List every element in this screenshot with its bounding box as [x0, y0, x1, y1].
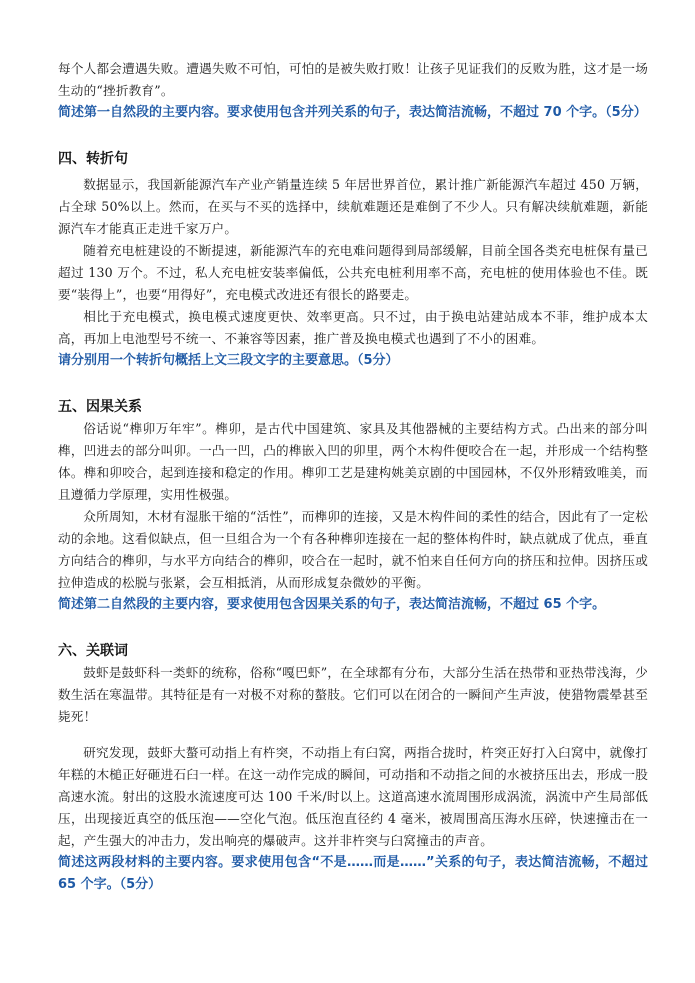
section-6-question: 简述这两段材料的主要内容。要求使用包含“不是……而是……”关系的句子，表达简洁流畅，不超过 65 个字。（5分）: [58, 855, 648, 892]
section-4-title: 四、转折句: [58, 151, 128, 167]
section-5-question: 简述第二自然段的主要内容，要求使用包含因果关系的句子，表达简洁流畅，不超过 65 个字。: [58, 597, 606, 612]
question-3: 简述第一自然段的主要内容。要求使用包含并列关系的句子，表达简洁流畅，不超过 70 个字。（5分）: [58, 105, 647, 120]
section-5-paragraph-2: 众所周知，木材有湿胀干缩的“活性”，而榫卯的连接，又是木构件间的柔性的结合，因此有了一定松动的余地。这看似缺点，但一旦组合为一个有各种榫卯连接在一起的整体构件时，缺点就成了优点，垂直方向结合的榫卯，与水平方向结合的榫卯，咬合在一起时，就不怕来自任何方向的挤压和拉伸。因挤压或拉伸造成的松脱与张紧，会互相抵消，从而形成复杂微妙的平衡。: [58, 509, 648, 590]
section-4-paragraph-1: 数据显示，我国新能源汽车产业产销量连续 5 年居世界首位，累计推广新能源汽车超过 450 万辆，占全球 50%以上。然而，在买与不买的选择中，续航难题还是难倒了不少人。只有解决续航难题，新能源汽车才能真正走进千家万户。: [58, 177, 648, 236]
intro-paragraph: 每个人都会遭遇失败。遭遇失败不可怕，可怕的是被失败打败！让孩子见证我们的反败为胜，这才是一场生动的“挫折教育”。: [58, 61, 648, 98]
section-5-paragraph-1: 俗话说“榫卯万年牢”。榫卯，是古代中国建筑、家具及其他器械的主要结构方式。凸出来的部分叫榫，凹进去的部分叫卯。一凸一凹，凸的榫嵌入凹的卯里，两个木构件便咬合在一起，并形成一个结构整体。榫和卯咬合，起到连接和稳定的作用。榫卯工艺是建构姚美京剧的中国园林，不仅外形精致唯美，而且遵循力学原理，实用性极强。: [58, 421, 648, 502]
section-4-paragraph-3: 相比于充电模式，换电模式速度更快、效率更高。只不过，由于换电站建站成本不菲，维护成本太高，再加上电池型号不统一、不兼容等因素，推广普及换电模式也遇到了不小的困难。: [58, 309, 648, 346]
section-6-title: 六、关联词: [58, 643, 128, 659]
section-6-paragraph-2: 研究发现，鼓虾大螯可动指上有杵突，不动指上有臼窝，两指合拢时，杵突正好打入臼窝中，就像打年糕的木槌正好砸进石臼一样。在这一动作完成的瞬间，可动指和不动指之间的水被挤压出去，形成一股高速水流。射出的这股水流速度可达 100 千米/时以上。这道高速水流周围形成涡流，涡流中产生局部低压，出现接近真空的低压泡——空化气泡。低压泡直径约 4 毫米，被周围高压海水压碎，快速撞击在一起，产生强大的冲击力，发出响亮的爆破声。这并非杵突与臼窝撞击的声音。: [58, 745, 648, 848]
section-4-question: 请分别用一个转折句概括上文三段文字的主要意思。（5分）: [58, 353, 399, 368]
document-page: [58, 58, 648, 896]
section-4-paragraph-2: 随着充电桩建设的不断提速，新能源汽车的充电难问题得到局部缓解，目前全国各类充电桩保有量已超过 130 万个。不过，私人充电桩安装率偏低，公共充电桩利用率不高，充电桩的使用体验也不佳。既要“装得上”，也要“用得好”，充电模式改进还有很长的路要走。: [58, 243, 648, 302]
section-6-paragraph-1: 鼓虾是鼓虾科一类虾的统称，俗称“嘎巴虾”，在全球都有分布，大部分生活在热带和亚热带浅海，少数生活在寒温带。其特征是有一对极不对称的螯肢。它们可以在闭合的一瞬间产生声波，使猎物震晕甚至毙死！: [58, 665, 648, 724]
section-5-title: 五、因果关系: [58, 399, 142, 415]
